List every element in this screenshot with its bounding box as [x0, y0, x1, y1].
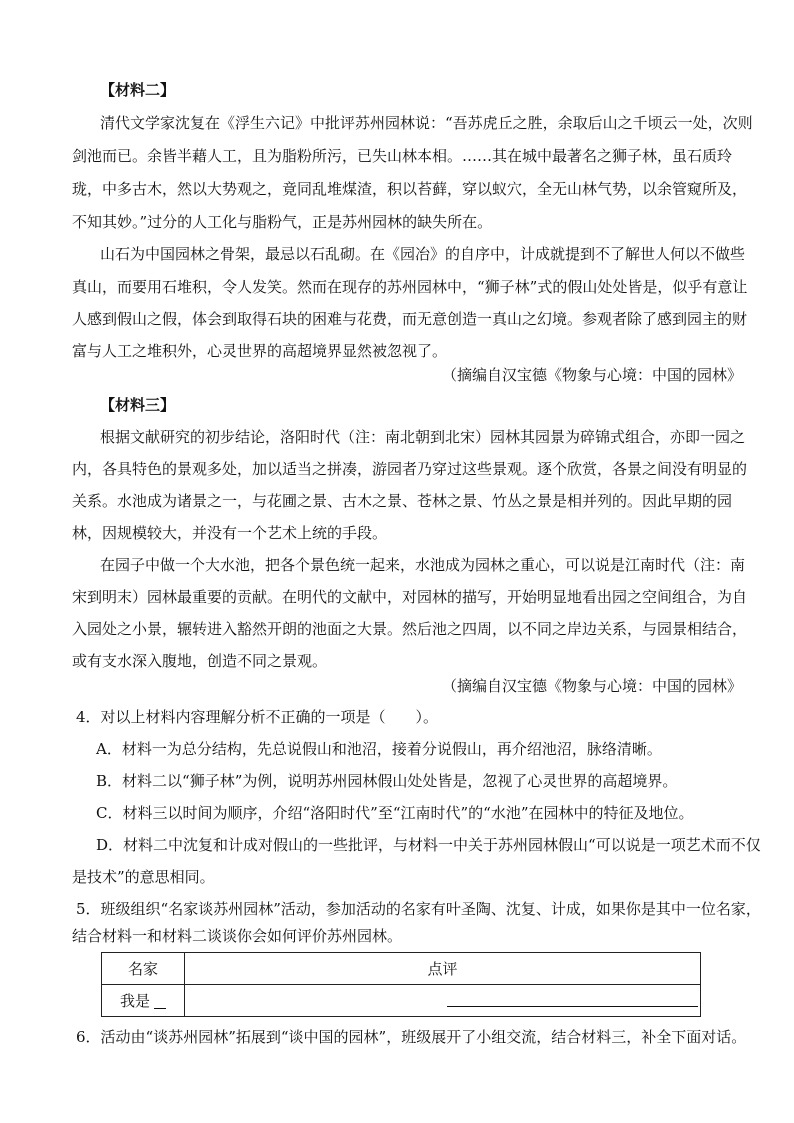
material3-p1-line1: 根据文献研究的初步结论，洛阳时代（注：南北朝到北宋）园林其园景为碎锦式组合，亦即一园之: [100, 428, 746, 446]
table-header-review: 点评: [185, 953, 701, 985]
q4-stem: 4．对以上材料内容理解分析不正确的一项是（ ）。: [76, 708, 439, 726]
material2-p2-line4: 富与人工之堆积外，心灵世界的高超境界显然被忽视了。: [72, 342, 448, 360]
material3-p2-line4: 或有支水深入腹地，创造不同之景观。: [72, 652, 328, 670]
name-blank[interactable]: [154, 994, 166, 1009]
material2-p1-line2: 剑池而已。余皆半藉人工，且为脂粉所污，已失山林本相。……其在城中最著名之狮子林，虽石质玲: [72, 147, 733, 165]
table-header-celebrity: 名家: [102, 953, 185, 985]
table-answer-row: [102, 985, 701, 1017]
material2-p1-line1: 清代文学家沈复在《浮生六记》中批评苏州园林说：“吾苏虎丘之胜，余取后山之千顷云一处，次则: [100, 114, 753, 132]
q4-option-b[interactable]: B．材料二以“狮子林”为例，说明苏州园林假山处处皆是，忽视了心灵世界的高超境界。: [96, 772, 678, 790]
q4-option-d[interactable]: D．材料二中沈复和计成对假山的一些批评，与材料一中关于苏州园林假山“可以说是一项艺术而不仅: [96, 836, 761, 854]
table-row-label: 我是: [119, 992, 150, 1010]
material3-source: （摘编自汉宝德《物象与心境：中国的园林》: [441, 677, 742, 695]
material3-heading: 【材料三】: [100, 396, 176, 414]
table-answer-review-cell[interactable]: [185, 985, 701, 1017]
q4-option-d-continued: 是技术”的意思相同。: [72, 868, 215, 886]
table-header-row: [102, 953, 701, 985]
material2-p1-line4: 不知其妙。”过分的人工化与脂粉气，正是苏州园林的缺失所在。: [72, 213, 493, 231]
material3-p2-line2: 宋到明末）园林最重要的贡献。在明代的文献中，对园林的描写，开始明显地看出园之空间组合，为自: [72, 588, 748, 606]
material3-p1-line3: 关系。水池成为诸景之一，与花圃之景、古木之景、苍林之景、竹丛之景是相并列的。因此早期的园: [72, 492, 733, 510]
material2-heading: 【材料二】: [100, 81, 176, 99]
review-blank[interactable]: [447, 1006, 698, 1007]
material2-p2-line1: 山石为中国园林之骨架，最忌以石乱砌。在《园冶》的自序中，计成就提到不了解世人何以不做些: [100, 245, 746, 263]
q6-stem: 6．活动由“谈苏州园林”拓展到“谈中国的园林”，班级展开了小组交流，结合材料三，补全下面对话。: [76, 1028, 747, 1046]
material2-p2-line2: 真山，而要用石堆积，令人发笑。然而在现存的苏州园林中，“狮子林”式的假山处处皆是，似乎有意让: [72, 278, 748, 296]
q5-stem-line2: 结合材料一和材料二谈谈你会如何评价苏州园林。: [72, 927, 403, 945]
material3-p1-line2: 内，各具特色的景观多处，加以适当之拼凑，游园者乃穿过这些景观。逐个欣赏，各景之间没有明显的: [72, 460, 748, 478]
q4-option-c[interactable]: C．材料三以时间为顺序，介绍“洛阳时代”至“江南时代”的“水池”在园林中的特征及地位。: [96, 804, 694, 822]
q5-review-table: [101, 952, 701, 1017]
material3-p2-line3: 入园处之小景，辗转进入豁然开朗的池面之大景。然后池之四周，以不同之岸边关系，与园景相结合，: [72, 620, 748, 638]
material3-p1-line4: 林，因规模较大，并没有一个艺术上统的手段。: [72, 524, 388, 542]
material3-p2-line1: 在园子中做一个大水池，把各个景色统一起来，水池成为园林之重心，可以说是江南时代（注：南: [100, 556, 746, 574]
material2-p1-line3: 珑，中多古木，然以大势观之，竟同乱堆煤渣，积以苔藓，穿以蚁穴，全无山林气势，以余管窥所及，: [72, 180, 748, 198]
q5-stem-line1: 5．班级组织“名家谈苏州园林”活动，参加活动的名家有叶圣陶、沈复、计成，如果你是其中一位名家，: [76, 900, 761, 918]
q4-option-a[interactable]: A．材料一为总分结构，先总说假山和池沼，接着分说假山，再介绍池沼，脉络清晰。: [96, 740, 662, 758]
table-answer-name-cell[interactable]: [102, 985, 185, 1017]
material2-source: （摘编自汉宝德《物象与心境：中国的园林》: [441, 366, 742, 384]
material2-p2-line3: 人感到假山之假，体会到取得石块的困难与花费，而无意创造一真山之幻境。参观者除了感到园主的财: [72, 310, 748, 328]
